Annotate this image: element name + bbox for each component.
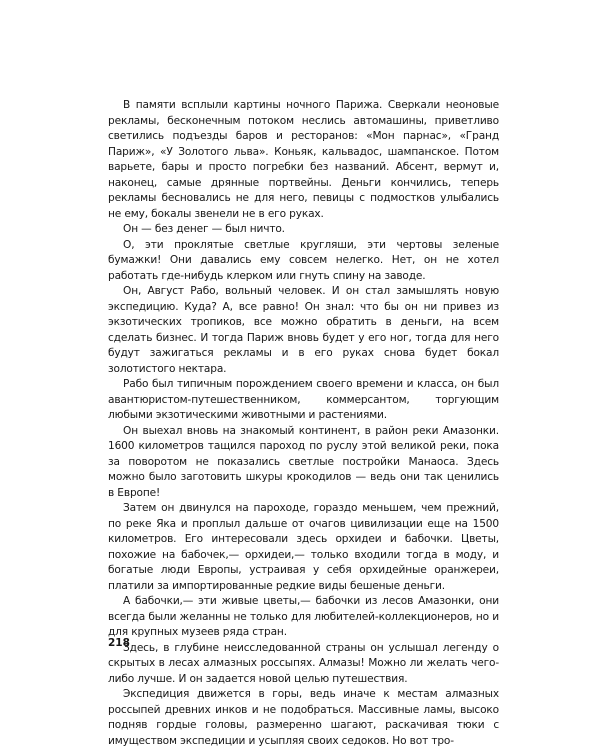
page-number: 218 <box>108 637 130 649</box>
paragraph: Он, Август Рабо, вольный человек. И он стал замышлять новую экспедицию. Куда? А, все равно! Он знал: что бы он ни привез из экзотических тропиков, все можно обратить в деньги, на всем сделать бизнес. И тогда Париж вновь будет у его ног, тогда для него будут зажигаться рекламы и в его руках снова будет бокал золотистого нектара. <box>108 285 499 375</box>
paragraph: Затем он двинулся на пароходе, гораздо меньшем, чем прежний, по реке Яка и проплыл дальше от очагов цивилизации еще на 1500 километров. Его интересовали здесь орхидеи и бабочки. Цветы, похожие на бабочек,— орхидеи,— только входили тогда в моду, и богатые люди Европы, устраивая у себя орхидейные оранжереи, платили за импортированные редкие виды бешеные деньги. <box>108 502 499 592</box>
paragraph: О, эти проклятые светлые кругляши, эти чертовы зеленые бумажки! Они давались ему совсем нелегко. Нет, он не хотел работать где-нибудь клерком или гнуть спину на заводе. <box>108 238 499 282</box>
paragraph: В памяти всплыли картины ночного Парижа. Сверкали неоновые рекламы, бесконечным потоком неслись автомашины, приветливо светились подъезды баров и ресторанов: «Мон парнас», «Гранд Париж», «У Золотого льва». Коньяк, кальвадос, шампанское. Потом варьете, бары и просто погребки без названий. Абсент, вермут и, наконец, самые дрянные портвейны. Деньги кончились, теперь рекламы бесновались не для него, певицы с подмостков улыбались не ему, бокалы звенели не в его руках. <box>108 99 499 220</box>
paragraph: Он выехал вновь на знакомый континент, в район реки Амазонки. 1600 километров тащился пароход по руслу этой великой реки, пока за поворотом не показались светлые постройки Манаоса. Здесь можно было заготовить шкуры крокодилов — ведь они так ценились в Европе! <box>108 424 499 499</box>
text-block <box>108 98 499 749</box>
paragraph: Здесь, в глубине неисследованной страны он услышал легенду о скрытых в лесах алмазных россыпях. Алмазы! Можно ли желать чего-либо лучше. И он задается новой целью путешествия. <box>108 641 499 685</box>
paragraph: Экспедиция движется в горы, ведь иначе к местам алмазных россыпей древних инков и не подобраться. Массивные ламы, высоко подняв гордые головы, размеренно шагают, раскачивая тюки с имуществом экспедиции и усыпляя своих седоков. Но вот тро- <box>108 688 499 747</box>
paragraph: Он — без денег — был ничто. <box>123 223 285 235</box>
paragraph: Рабо был типичным порождением своего времени и класса, он был авантюристом-путешественником, коммерсантом, торгующим любыми экзотическими животными и растениями. <box>108 378 499 421</box>
paragraph: А бабочки,— эти живые цветы,— бабочки из лесов Амазонки, они всегда были желанны не только для любителей-коллекционеров, но и для крупных музеев ряда стран. <box>108 595 499 638</box>
